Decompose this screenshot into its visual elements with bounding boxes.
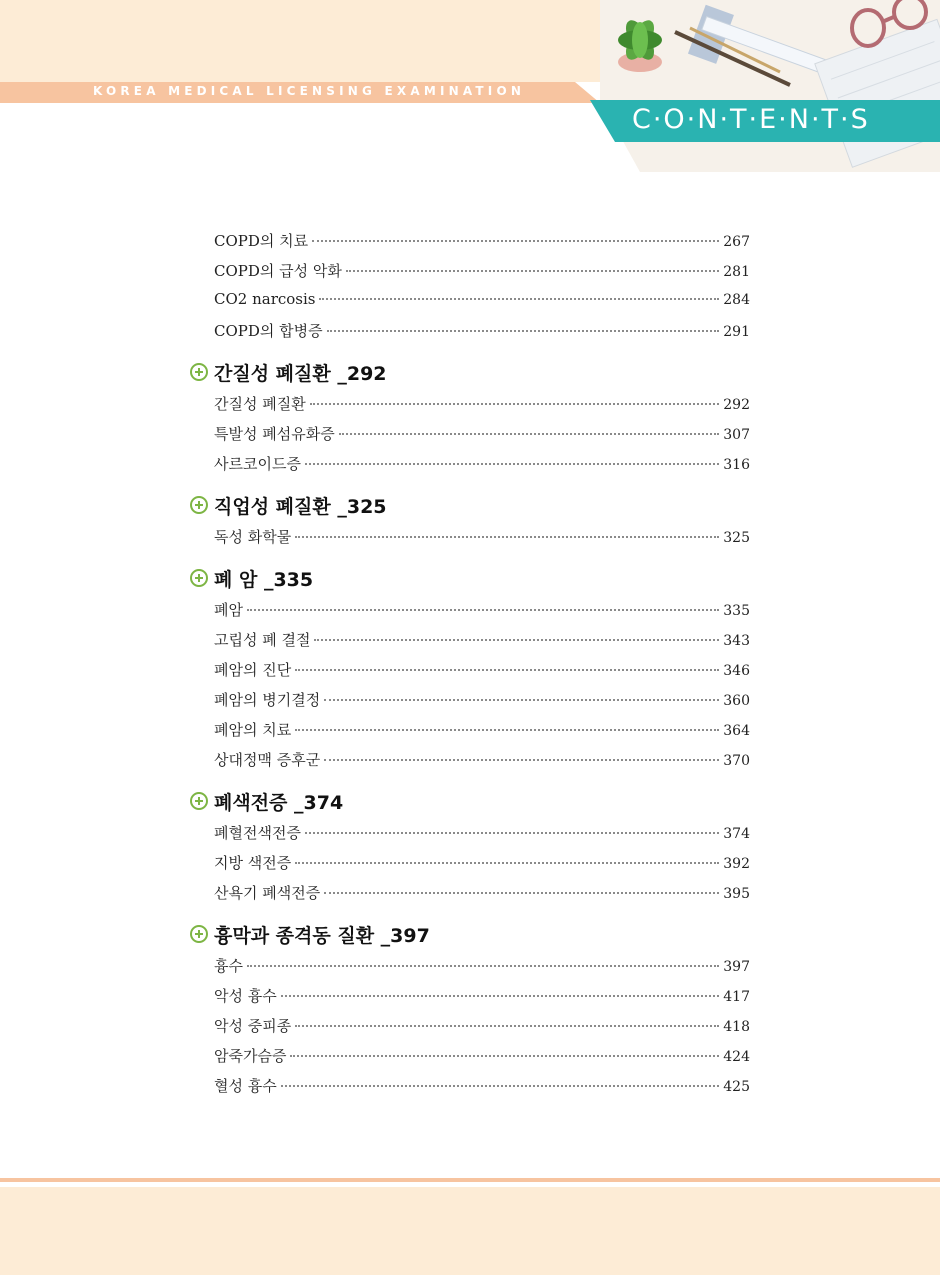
dot-leader [281, 994, 720, 997]
toc-entry-page: 418 [723, 1019, 750, 1035]
toc-entry-label: 고립성 폐 결절 [214, 631, 311, 649]
toc-entry-page: 424 [723, 1049, 750, 1065]
dot-leader [295, 728, 719, 731]
toc-entry-label: COPD의 치료 [214, 232, 309, 250]
footer-line [0, 1178, 940, 1182]
dot-leader [346, 269, 719, 272]
toc-entry[interactable] [190, 290, 750, 320]
desk-illustration [600, 0, 940, 172]
contents-title: C·O·N·T·E·N·T·S [632, 104, 870, 135]
dot-leader [305, 462, 719, 465]
toc-entry-label: 간질성 폐질환 [214, 395, 306, 413]
toc-entry-page: 346 [723, 663, 750, 679]
toc-entry[interactable] [190, 749, 750, 779]
toc-entry[interactable] [190, 230, 750, 260]
toc-section-heading[interactable] [190, 913, 750, 955]
toc-entry-label: 특발성 폐섬유화증 [214, 425, 335, 443]
toc-entry[interactable] [190, 260, 750, 290]
toc-entry[interactable] [190, 882, 750, 912]
plus-circle-icon [190, 792, 208, 810]
toc-entry-label: 독성 화학물 [214, 528, 292, 546]
toc-entry[interactable] [190, 393, 750, 423]
toc-entry-page: 281 [723, 264, 750, 280]
dot-leader [305, 831, 719, 834]
toc-entry-page: 267 [723, 234, 750, 250]
dot-leader [310, 402, 720, 405]
toc-entry-label: 폐암의 진단 [214, 661, 292, 679]
plus-circle-icon [190, 496, 208, 514]
toc-entry-label: 폐암 [214, 601, 243, 619]
toc-entry-page: 417 [723, 989, 750, 1005]
dot-leader [327, 329, 720, 332]
page-header [0, 0, 940, 172]
dot-leader [295, 861, 719, 864]
dot-leader [290, 1054, 719, 1057]
toc-section-title: 직업성 폐질환 _325 [214, 495, 387, 518]
dot-leader [312, 239, 719, 242]
toc-entry[interactable] [190, 985, 750, 1015]
toc-entry-label: 흉수 [214, 957, 243, 975]
toc-entry-page: 364 [723, 723, 750, 739]
toc-entry[interactable] [190, 719, 750, 749]
exam-label: KOREA MEDICAL LICENSING EXAMINATION [93, 84, 526, 98]
dot-leader [281, 1084, 720, 1087]
toc-entry-label: 혈성 흉수 [214, 1077, 277, 1095]
dot-leader [324, 891, 719, 894]
toc-entry-page: 307 [723, 427, 750, 443]
toc-entry-page: 425 [723, 1079, 750, 1095]
dot-leader [247, 608, 719, 611]
toc-entry[interactable] [190, 659, 750, 689]
plus-circle-icon [190, 925, 208, 943]
toc-section-title: 폐색전증 _374 [214, 791, 344, 814]
dot-leader [319, 297, 719, 300]
toc-entry-label: 산욕기 폐색전증 [214, 884, 321, 902]
toc-section-title: 흉막과 종격동 질환 _397 [214, 924, 430, 947]
toc-entry-page: 370 [723, 753, 750, 769]
toc-entry[interactable] [190, 822, 750, 852]
toc-entry-label: 악성 중피종 [214, 1017, 292, 1035]
toc-section-heading[interactable] [190, 557, 750, 599]
toc-entry[interactable] [190, 1015, 750, 1045]
toc-entry-page: 392 [723, 856, 750, 872]
toc-section-title: 폐 암 _335 [214, 568, 314, 591]
toc-entry-page: 284 [723, 292, 750, 308]
plus-circle-icon [190, 569, 208, 587]
toc-entry-page: 291 [723, 324, 750, 340]
dot-leader [295, 535, 719, 538]
toc-entry[interactable] [190, 1075, 750, 1105]
toc-entry-page: 316 [723, 457, 750, 473]
toc-entry[interactable] [190, 1045, 750, 1075]
dot-leader [324, 758, 719, 761]
dot-leader [339, 432, 720, 435]
toc-entry[interactable] [190, 453, 750, 483]
toc-entry-label: COPD의 급성 악화 [214, 262, 342, 280]
toc-section-heading[interactable] [190, 351, 750, 393]
toc-entry-label: COPD의 합병증 [214, 322, 323, 340]
toc-entry[interactable] [190, 320, 750, 350]
toc-entry[interactable] [190, 689, 750, 719]
toc-section-heading[interactable] [190, 780, 750, 822]
dot-leader [247, 964, 719, 967]
toc-entry-page: 360 [723, 693, 750, 709]
toc-entry[interactable] [190, 599, 750, 629]
toc-entry-page: 335 [723, 603, 750, 619]
toc-entry-label: 사르코이드증 [214, 455, 301, 473]
toc-entry-page: 395 [723, 886, 750, 902]
toc-entry-page: 292 [723, 397, 750, 413]
footer-background [0, 1187, 940, 1275]
toc-entry[interactable] [190, 423, 750, 453]
toc-entry-page: 343 [723, 633, 750, 649]
toc-entry[interactable] [190, 955, 750, 985]
dot-leader [295, 1024, 719, 1027]
toc-entry-page: 397 [723, 959, 750, 975]
dot-leader [295, 668, 719, 671]
toc-entry-label: 폐혈전색전증 [214, 824, 301, 842]
toc-entry-label: 악성 흉수 [214, 987, 277, 1005]
toc-entry[interactable] [190, 852, 750, 882]
header-photo [600, 0, 940, 172]
toc-entry-page: 325 [723, 530, 750, 546]
toc-section-title: 간질성 폐질환 _292 [214, 362, 387, 385]
toc-entry-label: 폐암의 병기결정 [214, 691, 321, 709]
toc-entry-page: 374 [723, 826, 750, 842]
toc-entry-label: 상대정맥 증후군 [214, 751, 321, 769]
toc-entry-label: CO2 narcosis [214, 290, 316, 308]
toc-section-heading[interactable] [190, 484, 750, 526]
toc-entry[interactable] [190, 526, 750, 556]
toc-entry[interactable] [190, 629, 750, 659]
dot-leader [324, 698, 719, 701]
toc-entry-label: 지방 색전증 [214, 854, 292, 872]
plus-circle-icon [190, 363, 208, 381]
dot-leader [314, 638, 719, 641]
toc-entry-label: 암죽가슴증 [214, 1047, 287, 1065]
table-of-contents [190, 230, 750, 1105]
toc-entry-label: 폐암의 치료 [214, 721, 292, 739]
